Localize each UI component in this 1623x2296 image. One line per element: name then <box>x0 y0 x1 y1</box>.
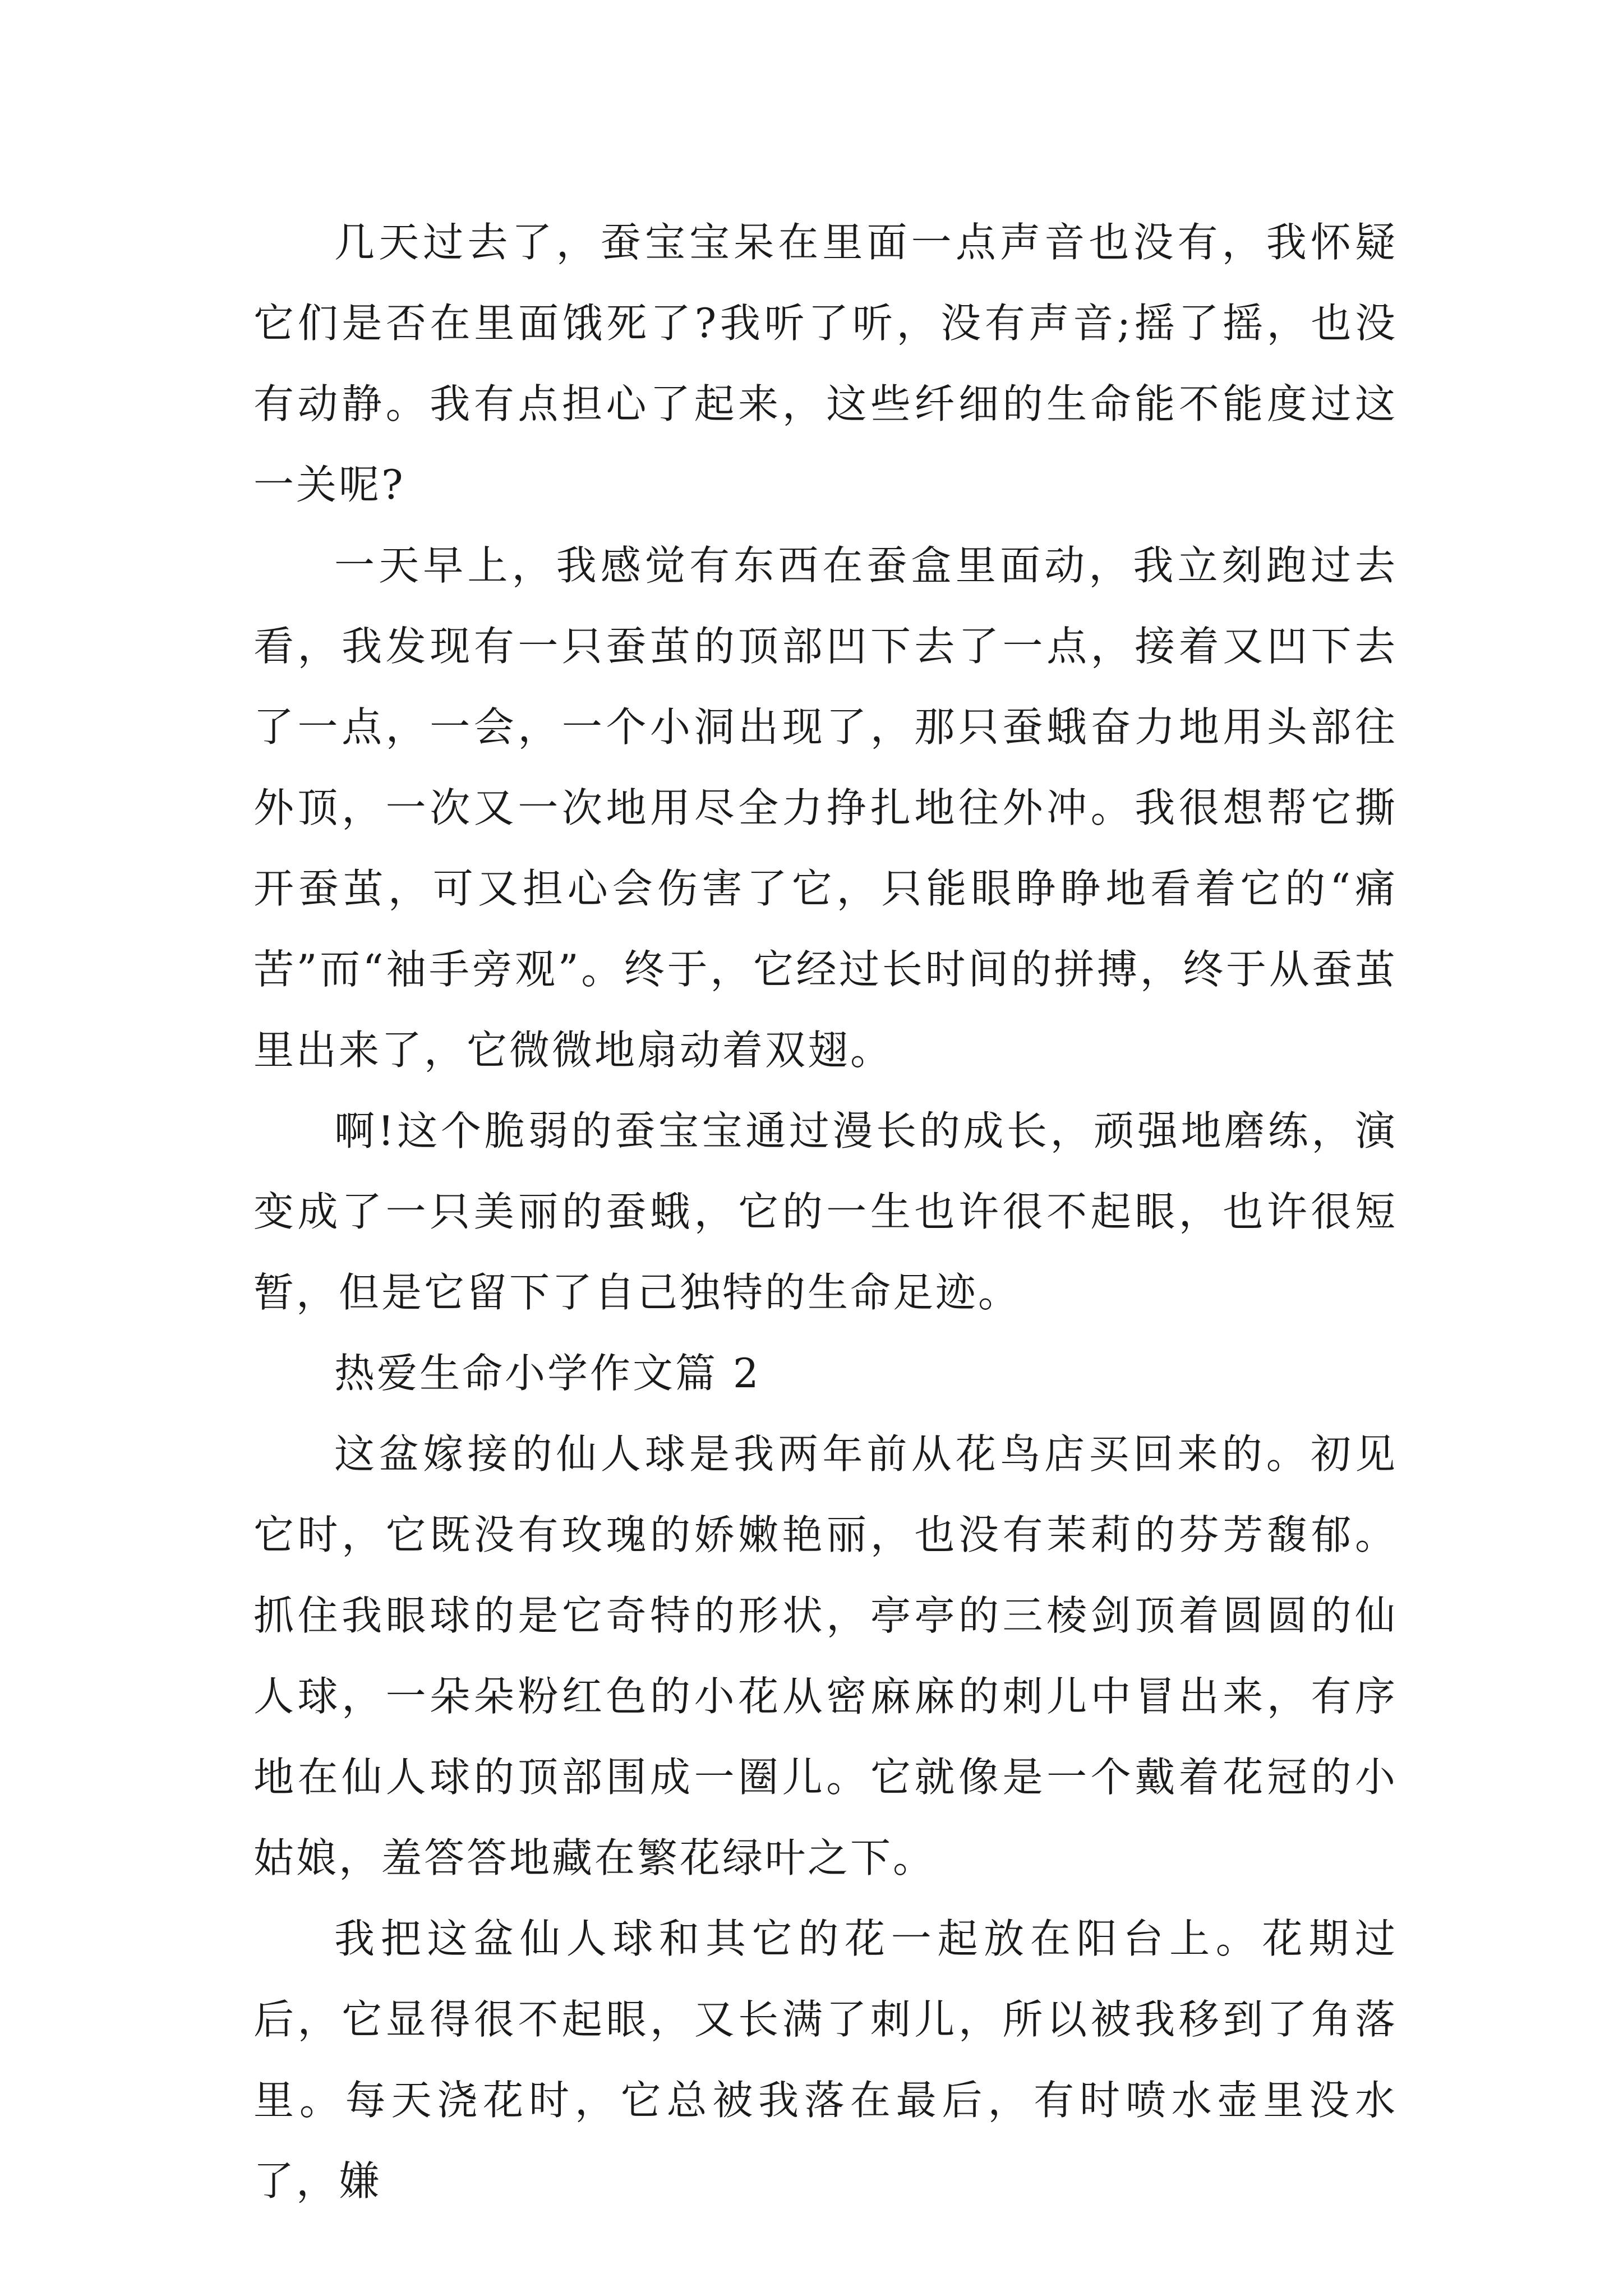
section-heading: 热爱生命小学作文篇 2 <box>334 1350 761 1397</box>
document-body <box>253 202 1398 2221</box>
paragraph-silkworm-emerging: 一天早上，我感觉有东西在蚕盒里面动，我立刻跑过去看，我发现有一只蚕茧的顶部凹下去了一点，接着又凹下去了一点，一会，一个小洞出现了，那只蚕蛾奋力地用头部往外顶，一次又一次地用尽全力挣扎地往外冲。我很想帮它撕开蚕茧，可又担心会伤害了它，只能眼睁睁地看着它的“痛苦”而“袖手旁观”。终于，它经过长时间的拼搏，终于从蚕茧里出来了，它微微地扇动着双翅。 <box>253 542 1398 1074</box>
paragraph-cactus-intro: 这盆嫁接的仙人球是我两年前从花鸟店买回来的。初见它时，它既没有玫瑰的娇嫩艳丽，也没有茉莉的芬芳馥郁。抓住我眼球的是它奇特的形状，亭亭的三棱剑顶着圆圆的仙人球，一朵朵粉红色的小花从密麻麻的刺儿中冒出来，有序地在仙人球的顶部围成一圈儿。它就像是一个戴着花冠的小姑娘，羞答答地藏在繁花绿叶之下。 <box>253 1430 1398 1881</box>
paragraph-silkworm-reflection: 啊!这个脆弱的蚕宝宝通过漫长的成长，顽强地磨练，演变成了一只美丽的蚕蛾，它的一生也许很不起眼，也许很短暂，但是它留下了自己独特的生命足迹。 <box>253 1107 1398 1316</box>
paragraph-cactus-neglect: 我把这盆仙人球和其它的花一起放在阳台上。花期过后，它显得很不起眼，又长满了刺儿，所以被我移到了角落里。每天浇花时，它总被我落在最后，有时喷水壶里没水了，嫌 <box>253 1915 1398 2205</box>
paragraph-silkworm-waiting: 几天过去了，蚕宝宝呆在里面一点声音也没有，我怀疑它们是否在里面饿死了?我听了听，没有声音;摇了摇，也没有动静。我有点担心了起来，这些纤细的生命能不能度过这一关呢? <box>253 219 1398 508</box>
